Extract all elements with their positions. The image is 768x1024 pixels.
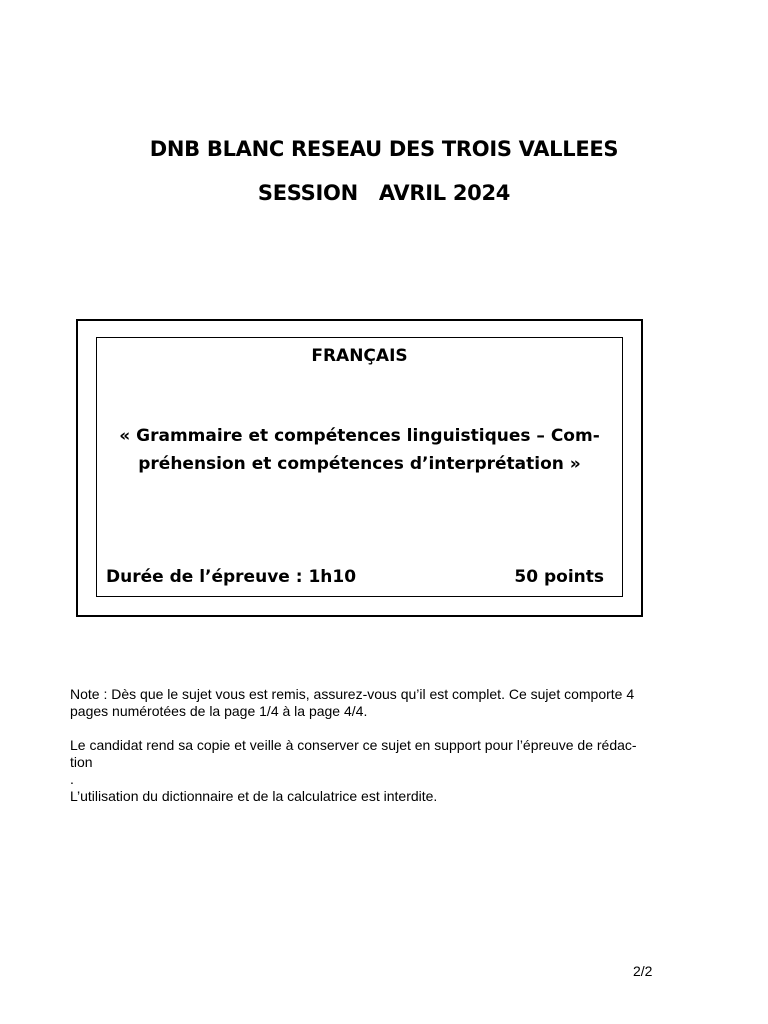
tools-line: L’utilisation du dictionnaire et de la calculatrice est interdite.	[70, 788, 438, 804]
page-number: 2/2	[633, 963, 653, 979]
exam-description	[107, 422, 612, 478]
candidate-line-1: Le candidat rend sa copie et veille à conserver ce sujet en support pour l’épreuve de rédac-	[70, 737, 637, 753]
note-line-1: Note : Dès que le sujet vous est remis, assurez-vous qu’il est complet. Ce sujet comporte 4	[70, 686, 635, 702]
candidate-line-3: .	[70, 771, 74, 787]
candidate-line-2: tion	[70, 754, 93, 770]
exam-points: 50 points	[514, 567, 604, 587]
exam-info-box	[96, 337, 623, 597]
exam-description-line-1: « Grammaire et compétences linguistiques – Com-	[119, 426, 600, 446]
document-title: DNB BLANC RESEAU DES TROIS VALLEES	[149, 137, 619, 161]
subject-heading: FRANÇAIS	[311, 346, 408, 366]
note-line-2: pages numérotées de la page 1/4 à la page 4/4.	[70, 703, 368, 719]
instructions	[70, 686, 710, 805]
exam-description-line-2: préhension et compétences d’interprétation »	[138, 454, 581, 474]
exam-duration: Durée de l’épreuve : 1h10	[106, 567, 357, 587]
session-title: SESSION AVRIL 2024	[257, 181, 511, 205]
paragraph-gap	[70, 720, 710, 737]
